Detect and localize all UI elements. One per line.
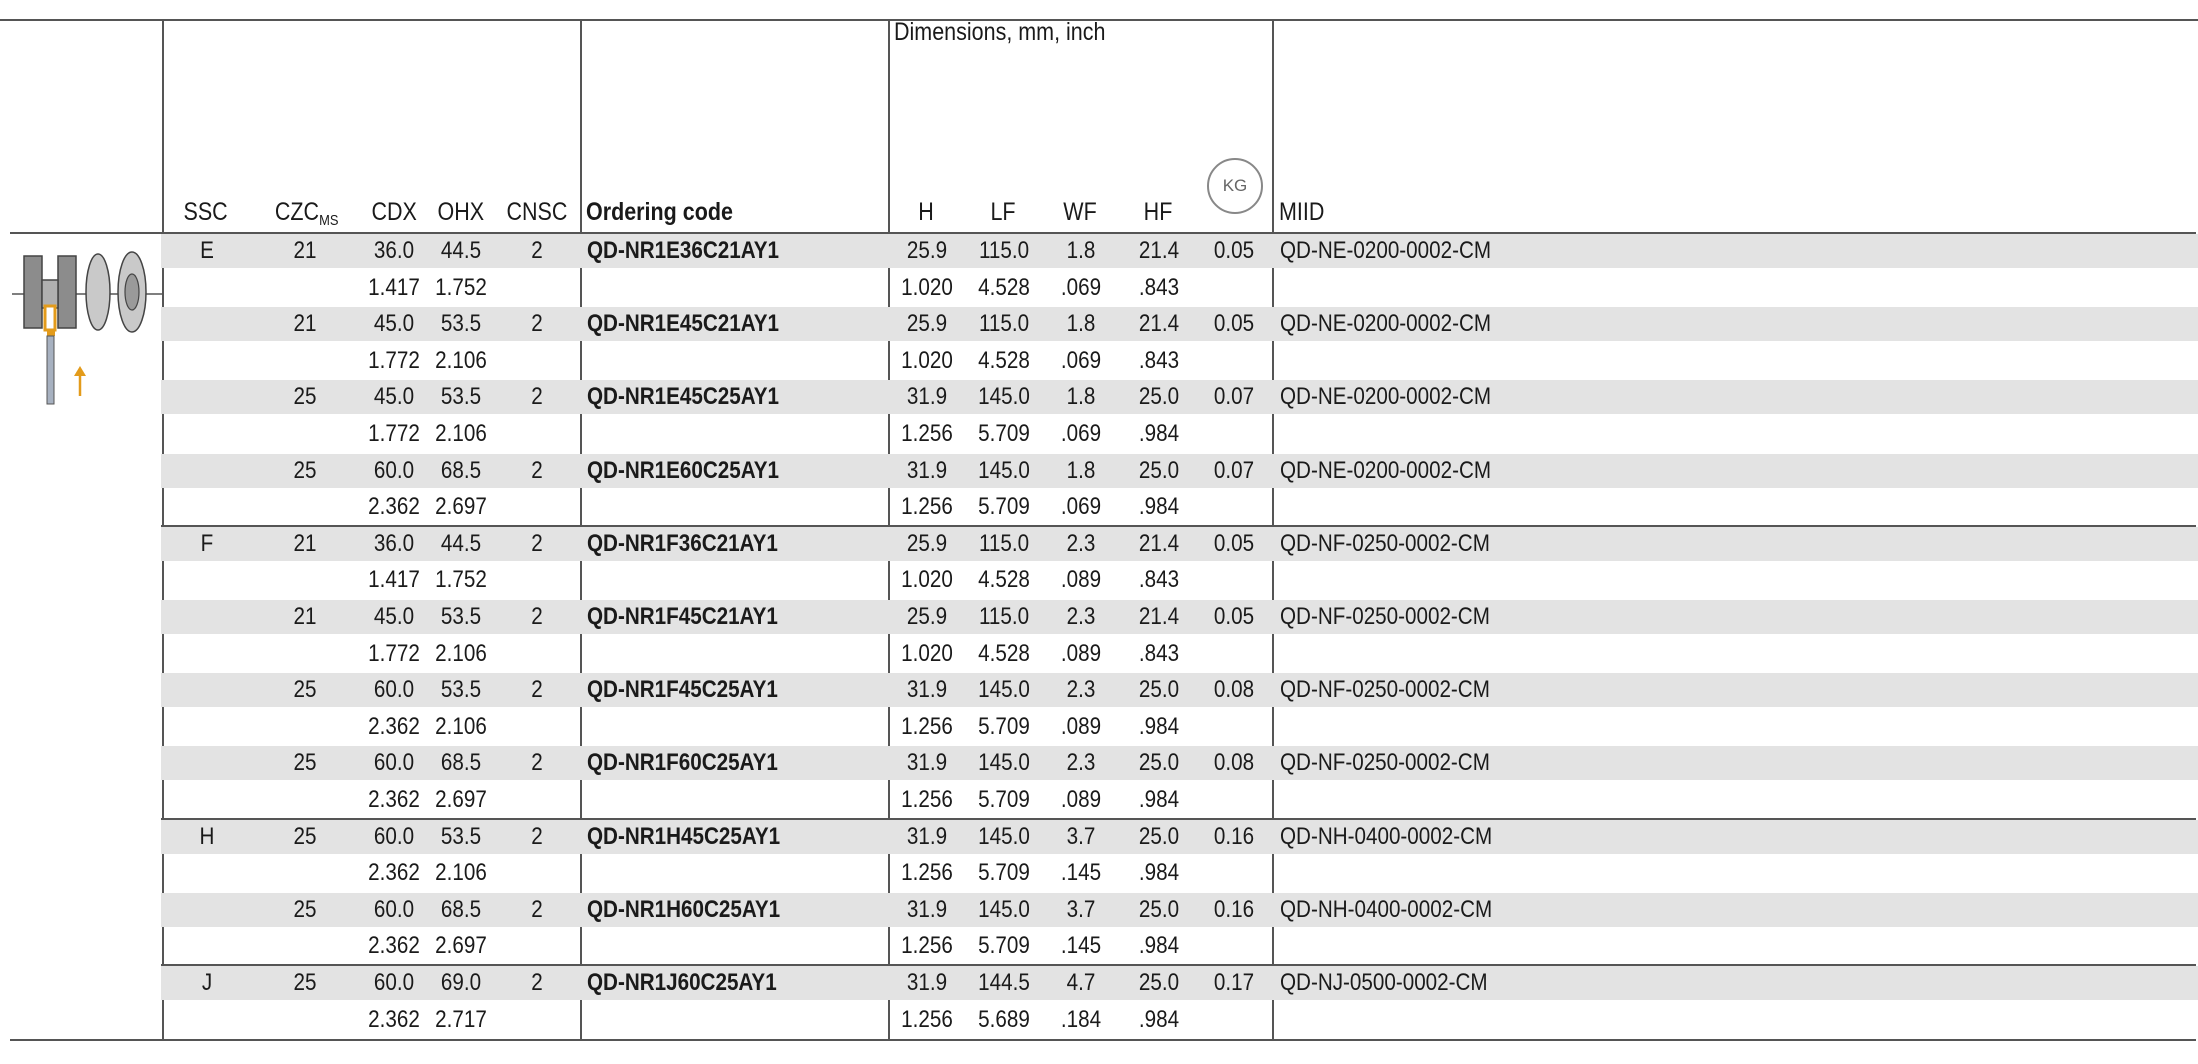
cell-h: 1.256: [901, 712, 953, 740]
cell-ohx: 44.5: [440, 529, 482, 557]
cell-h: 1.256: [901, 932, 953, 960]
cell-ohx: 68.5: [440, 456, 482, 484]
cell-lf: 145.0: [978, 895, 1030, 923]
cell-hf: .984: [1138, 493, 1180, 521]
cell-ohx: 44.5: [440, 237, 482, 264]
cell-h: 31.9: [906, 456, 948, 484]
cell-cdx: 36.0: [373, 529, 415, 557]
cell-lf: 145.0: [978, 383, 1030, 411]
table-row: [0, 453, 2198, 490]
cell-kg: 0.17: [1213, 969, 1255, 996]
cell-lf: 4.528: [978, 273, 1030, 301]
cell-hf: 25.0: [1138, 456, 1180, 484]
cell-lf: 5.709: [978, 786, 1030, 813]
cell-lf: 145.0: [978, 749, 1030, 777]
cell-czc: 25: [293, 969, 317, 996]
cell-kg: 0.05: [1213, 529, 1255, 557]
cell-code: QD-NR1E45C21AY1: [587, 310, 779, 338]
cell-cdx: 2.362: [368, 859, 420, 887]
cell-cdx: 2.362: [368, 1005, 420, 1033]
table-row: [0, 819, 2198, 856]
table-row: [0, 636, 2198, 673]
cell-wf: 1.8: [1066, 237, 1096, 264]
cell-ssc: E: [200, 237, 214, 264]
cell-cnsc: 2: [531, 749, 543, 777]
cell-ohx: 53.5: [440, 822, 482, 850]
cell-lf: 5.709: [978, 932, 1030, 960]
cell-hf: .984: [1138, 1005, 1180, 1033]
cell-hf: 25.0: [1138, 749, 1180, 777]
table-row: [0, 672, 2198, 709]
cell-czc: 21: [293, 237, 317, 264]
cell-h: 25.9: [906, 603, 948, 630]
table-row: [0, 745, 2198, 782]
cell-h: 1.256: [901, 1005, 953, 1033]
cell-ssc: H: [199, 822, 215, 850]
cell-miid: QD-NE-0200-0002-CM: [1280, 456, 1492, 484]
cell-wf: .069: [1060, 493, 1102, 521]
cell-cnsc: 2: [531, 529, 543, 557]
cell-lf: 4.528: [978, 346, 1030, 374]
cell-czc: 25: [293, 749, 317, 777]
cell-h: 25.9: [906, 237, 948, 264]
cell-kg: 0.05: [1213, 237, 1255, 264]
cell-lf: 5.709: [978, 420, 1030, 447]
cell-miid: QD-NF-0250-0002-CM: [1280, 749, 1490, 777]
cell-lf: 144.5: [978, 969, 1030, 996]
cell-hf: 21.4: [1138, 237, 1180, 264]
cell-ohx: 53.5: [440, 603, 482, 630]
cell-miid: QD-NH-0400-0002-CM: [1280, 895, 1493, 923]
cell-czc: 21: [293, 310, 317, 338]
cell-hf: .984: [1138, 932, 1180, 960]
cell-ohx: 2.106: [435, 712, 487, 740]
col-header-hf: HF: [1143, 198, 1173, 226]
col-header-ordering-code: Ordering code: [586, 198, 733, 226]
cell-lf: 115.0: [978, 529, 1030, 557]
cell-wf: 1.8: [1066, 310, 1096, 338]
cell-cdx: 1.417: [368, 273, 420, 301]
cell-cnsc: 2: [531, 456, 543, 484]
cell-cdx: 60.0: [373, 822, 415, 850]
table-row: [0, 599, 2198, 636]
cell-wf: 1.8: [1066, 383, 1096, 411]
cell-ohx: 53.5: [440, 383, 482, 411]
cell-cdx: 1.417: [368, 566, 420, 594]
cell-wf: .069: [1060, 273, 1102, 301]
cell-h: 1.256: [901, 786, 953, 813]
cell-ohx: 2.697: [435, 786, 487, 813]
cell-lf: 145.0: [978, 456, 1030, 484]
cell-wf: .145: [1060, 859, 1102, 887]
cell-cdx: 60.0: [373, 969, 415, 996]
col-header-czc: $CZC_{MS}$: [274, 198, 339, 229]
cell-hf: 25.0: [1138, 969, 1180, 996]
cell-ohx: 2.717: [435, 1005, 487, 1033]
cell-miid: QD-NF-0250-0002-CM: [1280, 676, 1490, 704]
cell-lf: 115.0: [978, 310, 1030, 338]
col-header-lf: LF: [990, 198, 1016, 226]
cell-cdx: 2.362: [368, 712, 420, 740]
cell-kg: 0.16: [1213, 822, 1255, 850]
cell-h: 1.256: [901, 859, 953, 887]
cell-miid: QD-NE-0200-0002-CM: [1280, 237, 1492, 264]
col-header-miid: MIID: [1279, 198, 1325, 226]
cell-wf: .089: [1060, 786, 1102, 813]
cell-h: 1.020: [901, 273, 953, 301]
cell-kg: 0.16: [1213, 895, 1255, 923]
cell-code: QD-NR1E45C25AY1: [587, 383, 779, 411]
table-row: [0, 270, 2198, 307]
cell-cdx: 60.0: [373, 895, 415, 923]
cell-cnsc: 2: [531, 676, 543, 704]
cell-cdx: 45.0: [373, 603, 415, 630]
cell-ssc: F: [200, 529, 214, 557]
weight-kg-icon: KG: [1207, 158, 1263, 214]
cell-cdx: 1.772: [368, 346, 420, 374]
cell-h: 31.9: [906, 822, 948, 850]
table-row: [0, 1002, 2198, 1039]
table-row: [0, 343, 2198, 380]
cell-h: 31.9: [906, 676, 948, 704]
cell-code: QD-NR1F60C25AY1: [587, 749, 778, 777]
cell-wf: .069: [1060, 346, 1102, 374]
cell-kg: 0.05: [1213, 310, 1255, 338]
cell-lf: 5.709: [978, 859, 1030, 887]
cell-h: 1.256: [901, 493, 953, 521]
table-row: [0, 416, 2198, 453]
cell-ohx: 69.0: [440, 969, 482, 996]
cell-czc: 25: [293, 676, 317, 704]
cell-czc: 21: [293, 603, 317, 630]
cell-wf: 1.8: [1066, 456, 1096, 484]
cell-lf: 5.709: [978, 493, 1030, 521]
cell-ohx: 2.106: [435, 859, 487, 887]
cell-ohx: 2.697: [435, 493, 487, 521]
table-row: [0, 709, 2198, 746]
cell-cnsc: 2: [531, 310, 543, 338]
cell-h: 1.020: [901, 639, 953, 667]
cell-lf: 5.689: [978, 1005, 1030, 1033]
cell-code: QD-NR1H60C25AY1: [587, 895, 781, 923]
cell-h: 1.256: [901, 420, 953, 447]
col-header-cdx: CDX: [371, 198, 417, 226]
cell-kg: 0.07: [1213, 383, 1255, 411]
cell-czc: 25: [293, 822, 317, 850]
col-header-h: H: [918, 198, 934, 226]
cell-ohx: 53.5: [440, 310, 482, 338]
cell-kg: 0.08: [1213, 749, 1255, 777]
cell-hf: 25.0: [1138, 383, 1180, 411]
cell-h: 25.9: [906, 310, 948, 338]
cell-hf: .984: [1138, 859, 1180, 887]
table-row: [0, 562, 2198, 599]
cell-miid: QD-NJ-0500-0002-CM: [1280, 969, 1488, 996]
cell-hf: .984: [1138, 712, 1180, 740]
cell-miid: QD-NH-0400-0002-CM: [1280, 822, 1493, 850]
cell-cdx: 1.772: [368, 639, 420, 667]
cell-hf: .984: [1138, 420, 1180, 447]
cell-wf: .184: [1060, 1005, 1102, 1033]
cell-code: QD-NR1J60C25AY1: [587, 969, 777, 996]
cell-hf: .843: [1138, 346, 1180, 374]
cell-miid: QD-NE-0200-0002-CM: [1280, 383, 1492, 411]
cell-code: QD-NR1F45C21AY1: [587, 603, 778, 630]
cell-hf: 25.0: [1138, 895, 1180, 923]
cell-cdx: 60.0: [373, 749, 415, 777]
cell-wf: 2.3: [1066, 529, 1096, 557]
cell-czc: 25: [293, 383, 317, 411]
dimensions-group-title: Dimensions, mm, inch: [894, 18, 1106, 46]
table-bottom-rule: [10, 1039, 2196, 1041]
cell-wf: 4.7: [1066, 969, 1096, 996]
cell-hf: 25.0: [1138, 822, 1180, 850]
cell-wf: .089: [1060, 712, 1102, 740]
cell-hf: 25.0: [1138, 676, 1180, 704]
cell-wf: .089: [1060, 639, 1102, 667]
cell-wf: .069: [1060, 420, 1102, 447]
col-header-cnsc: CNSC: [506, 198, 568, 226]
cell-wf: 2.3: [1066, 603, 1096, 630]
table-row: [0, 892, 2198, 929]
cell-ohx: 2.697: [435, 932, 487, 960]
cell-code: QD-NR1E36C21AY1: [587, 237, 779, 264]
cell-lf: 4.528: [978, 566, 1030, 594]
cell-czc: 21: [293, 529, 317, 557]
cell-code: QD-NR1E60C25AY1: [587, 456, 779, 484]
cell-wf: 3.7: [1066, 895, 1096, 923]
cell-cdx: 1.772: [368, 420, 420, 447]
cell-hf: .843: [1138, 639, 1180, 667]
col-header-ssc: SSC: [183, 198, 228, 226]
cell-ssc: J: [201, 969, 213, 996]
cell-cdx: 2.362: [368, 493, 420, 521]
cell-czc: 25: [293, 895, 317, 923]
cell-hf: 21.4: [1138, 603, 1180, 630]
cell-lf: 145.0: [978, 822, 1030, 850]
cell-wf: .089: [1060, 566, 1102, 594]
table-row: [0, 782, 2198, 819]
table-row: [0, 306, 2198, 343]
cell-hf: 21.4: [1138, 529, 1180, 557]
cell-ohx: 68.5: [440, 749, 482, 777]
cell-hf: .843: [1138, 566, 1180, 594]
cell-ohx: 68.5: [440, 895, 482, 923]
cell-h: 31.9: [906, 969, 948, 996]
cell-miid: QD-NF-0250-0002-CM: [1280, 529, 1490, 557]
cell-kg: 0.05: [1213, 603, 1255, 630]
cell-lf: 145.0: [978, 676, 1030, 704]
cell-cnsc: 2: [531, 895, 543, 923]
cell-cnsc: 2: [531, 237, 543, 264]
cell-cdx: 2.362: [368, 932, 420, 960]
cell-lf: 115.0: [978, 603, 1030, 630]
cell-ohx: 1.752: [435, 566, 487, 594]
table-row: [0, 965, 2198, 1002]
cell-h: 31.9: [906, 749, 948, 777]
cell-h: 1.020: [901, 346, 953, 374]
cell-czc: 25: [293, 456, 317, 484]
cell-lf: 4.528: [978, 639, 1030, 667]
cell-code: QD-NR1H45C25AY1: [587, 822, 781, 850]
cell-wf: 2.3: [1066, 676, 1096, 704]
cell-cnsc: 2: [531, 969, 543, 996]
cell-cdx: 2.362: [368, 786, 420, 813]
cell-h: 25.9: [906, 529, 948, 557]
cell-kg: 0.08: [1213, 676, 1255, 704]
cell-code: QD-NR1F45C25AY1: [587, 676, 778, 704]
cell-ohx: 1.752: [435, 273, 487, 301]
cell-ohx: 2.106: [435, 346, 487, 374]
cell-lf: 115.0: [978, 237, 1030, 264]
cell-cdx: 60.0: [373, 456, 415, 484]
cell-cnsc: 2: [531, 822, 543, 850]
cell-cdx: 36.0: [373, 237, 415, 264]
table-row: [0, 526, 2198, 563]
cell-miid: QD-NE-0200-0002-CM: [1280, 310, 1492, 338]
cell-cdx: 45.0: [373, 383, 415, 411]
table-row: [0, 379, 2198, 416]
cell-hf: 21.4: [1138, 310, 1180, 338]
cell-wf: .145: [1060, 932, 1102, 960]
cell-code: QD-NR1F36C21AY1: [587, 529, 778, 557]
table-row: [0, 928, 2198, 965]
col-header-ohx: OHX: [437, 198, 485, 226]
cell-lf: 5.709: [978, 712, 1030, 740]
col-header-wf: WF: [1063, 198, 1097, 226]
table-row: [0, 855, 2198, 892]
cell-wf: 3.7: [1066, 822, 1096, 850]
cell-hf: .843: [1138, 273, 1180, 301]
cell-miid: QD-NF-0250-0002-CM: [1280, 603, 1490, 630]
cell-h: 31.9: [906, 895, 948, 923]
cell-cdx: 45.0: [373, 310, 415, 338]
table-row: [0, 233, 2198, 270]
cell-h: 1.020: [901, 566, 953, 594]
cell-cnsc: 2: [531, 383, 543, 411]
cell-ohx: 2.106: [435, 420, 487, 447]
cell-hf: .984: [1138, 786, 1180, 813]
cell-cdx: 60.0: [373, 676, 415, 704]
cell-h: 31.9: [906, 383, 948, 411]
table-row: [0, 489, 2198, 526]
cell-ohx: 2.106: [435, 639, 487, 667]
cell-cnsc: 2: [531, 603, 543, 630]
cell-kg: 0.07: [1213, 456, 1255, 484]
cell-wf: 2.3: [1066, 749, 1096, 777]
cell-ohx: 53.5: [440, 676, 482, 704]
